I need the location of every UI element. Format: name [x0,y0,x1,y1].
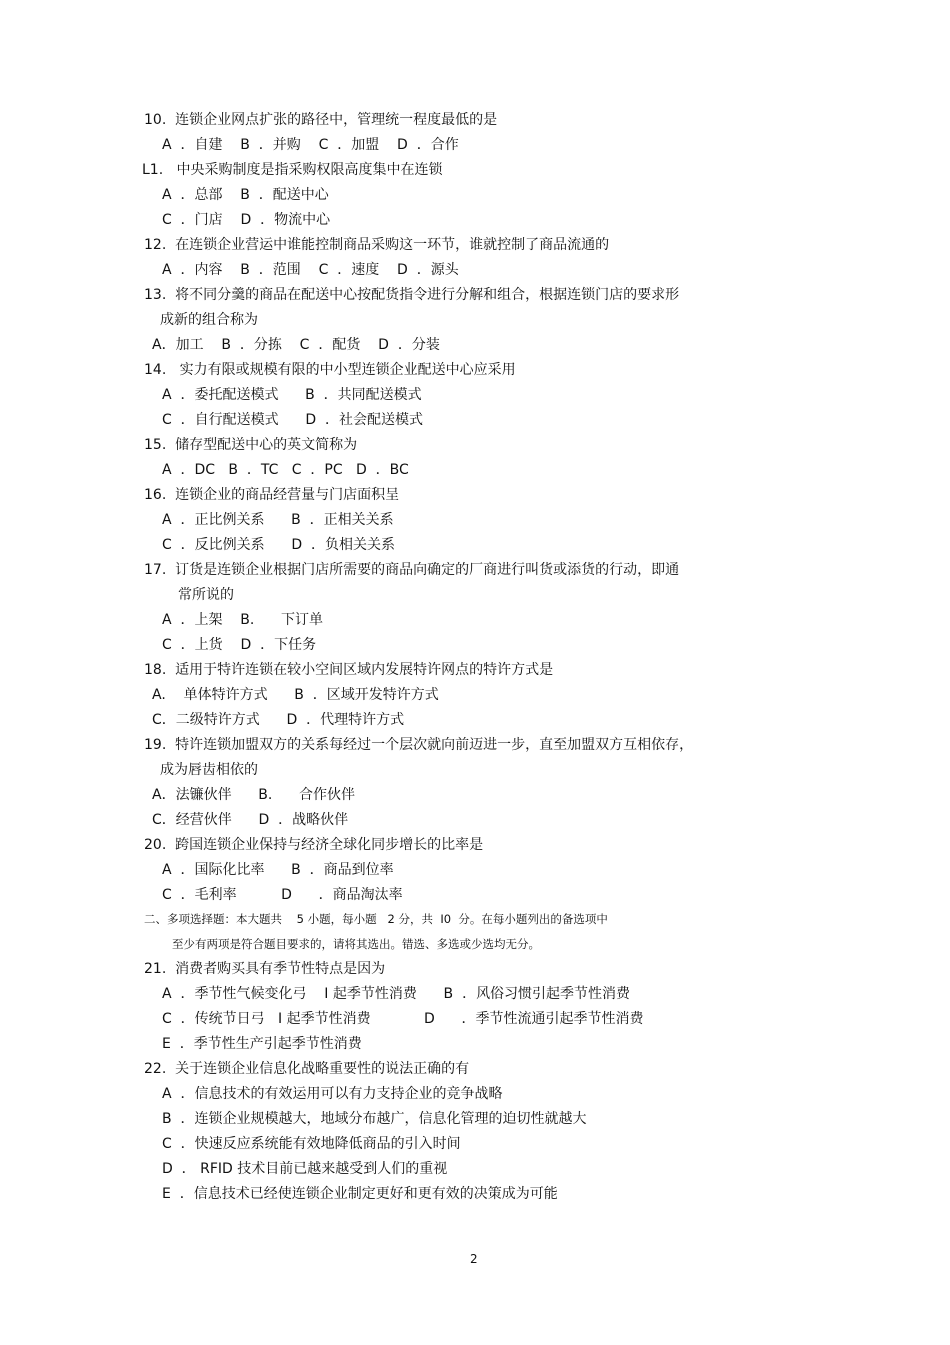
text-line: A ．国际化比率 B ．商品到位率 [162,862,394,878]
text-line: A ．正比例关系 B ．正相关关系 [162,512,394,528]
text-line: 21. 消费者购买具有季节性特点是因为 [144,961,386,977]
text-line: 成新的组合称为 [160,312,258,328]
text-line: A ．总部 B ．配送中心 [162,187,329,203]
text-line: A ．内容 B ．范围 C ．速度 D ．源头 [162,262,459,278]
text-line: 14. 实力有限或规模有限的中小型连锁企业配送中心应采用 [144,362,516,378]
text-line: A ．DC B ．TC C ．PC D ．BC [162,462,409,478]
text-line: 16. 连锁企业的商品经营量与门店面积呈 [144,487,400,503]
text-line: C ．反比例关系 D ．负相关关系 [162,537,396,553]
text-line: C ．快速反应系统能有效地降低商品的引入时间 [162,1136,461,1152]
text-line: L1. 中央采购制度是指采购权限高度集中在连锁 [142,162,443,178]
text-line: A ．上架 B. 下订单 [162,612,324,628]
text-line: A ．信息技术的有效运用可以有力支持企业的竞争战略 [162,1086,503,1102]
text-line: A ．委托配送模式 B ．共同配送模式 [162,387,422,403]
text-line: B ．连锁企业规模越大，地域分布越广，信息化管理的迫切性就越大 [162,1111,587,1127]
text-line: 至少有两项是符合题目要求的，请将其选出。错选、多选或少选均无分。 [172,937,540,951]
text-line: C ．传统节日弓 I 起季节性消费 D ．季节性流通引起季节性消费 [162,1011,644,1027]
text-line: C ．毛利率 D ．商品淘汰率 [162,887,403,903]
text-line: 15. 储存型配送中心的英文简称为 [144,437,358,453]
text-line: 成为唇齿相依的 [160,762,258,778]
text-line: C．经营伙伴 D ．战略伙伴 [152,812,349,828]
text-line: C．二级特许方式 D ．代理特许方式 [152,712,405,728]
text-line: C ．自行配送模式 D ．社会配送模式 [162,412,424,428]
text-line: A ．季节性气候变化弓 I 起季节性消费 B ．风俗习惯引起季节性消费 [162,986,631,1002]
page-number: 2 [470,1252,478,1266]
text-line: 20. 跨国连锁企业保持与经济全球化同步增长的比率是 [144,837,484,853]
text-line: 10. 连锁企业网点扩张的路径中，管理统一程度最低的是 [144,112,498,128]
text-line: E ．信息技术已经使连锁企业制定更好和更有效的决策成为可能 [162,1186,558,1202]
text-line: C ．上货 D ．下任务 [162,637,317,653]
text-line: 常所说的 [178,587,234,603]
text-line: 17. 订货是连锁企业根据门店所需要的商品向确定的厂商进行叫货或添货的行动，即通 [144,562,680,578]
text-line: 二、多项选择题：本大题共 5 小题，每小题 2 分，共 I0 分。在每小题列出的备选项中 [144,912,608,926]
text-line: A．加工 B ．分拣 C ．配货 D ．分装 [152,337,440,353]
text-line: E ．季节性生产引起季节性消费 [162,1036,362,1052]
text-line: D ． RFID 技术目前已越来越受到人们的重视 [162,1161,448,1177]
text-line: 12. 在连锁企业营运中谁能控制商品采购这一环节，谁就控制了商品流通的 [144,237,610,253]
text-line: A．法镰伙伴 B. 合作伙伴 [152,787,356,803]
text-line: A. 单体特许方式 B ．区域开发特许方式 [152,687,439,703]
text-line: 13. 将不同分羹的商品在配送中心按配货指令进行分解和组合，根据连锁门店的要求形 [144,287,680,303]
text-line: 19. 特许连锁加盟双方的关系每经过一个层次就向前迈进一步，直至加盟双方互相依存， [144,737,694,753]
text-line: 18. 适用于特许连锁在较小空间区域内发展特许网点的特许方式是 [144,662,554,678]
text-line: A ．自建 B ．并购 C ．加盟 D ．合作 [162,137,459,153]
text-line: C ．门店 D ．物流中心 [162,212,331,228]
text-line: 22. 关于连锁企业信息化战略重要性的说法正确的有 [144,1061,470,1077]
